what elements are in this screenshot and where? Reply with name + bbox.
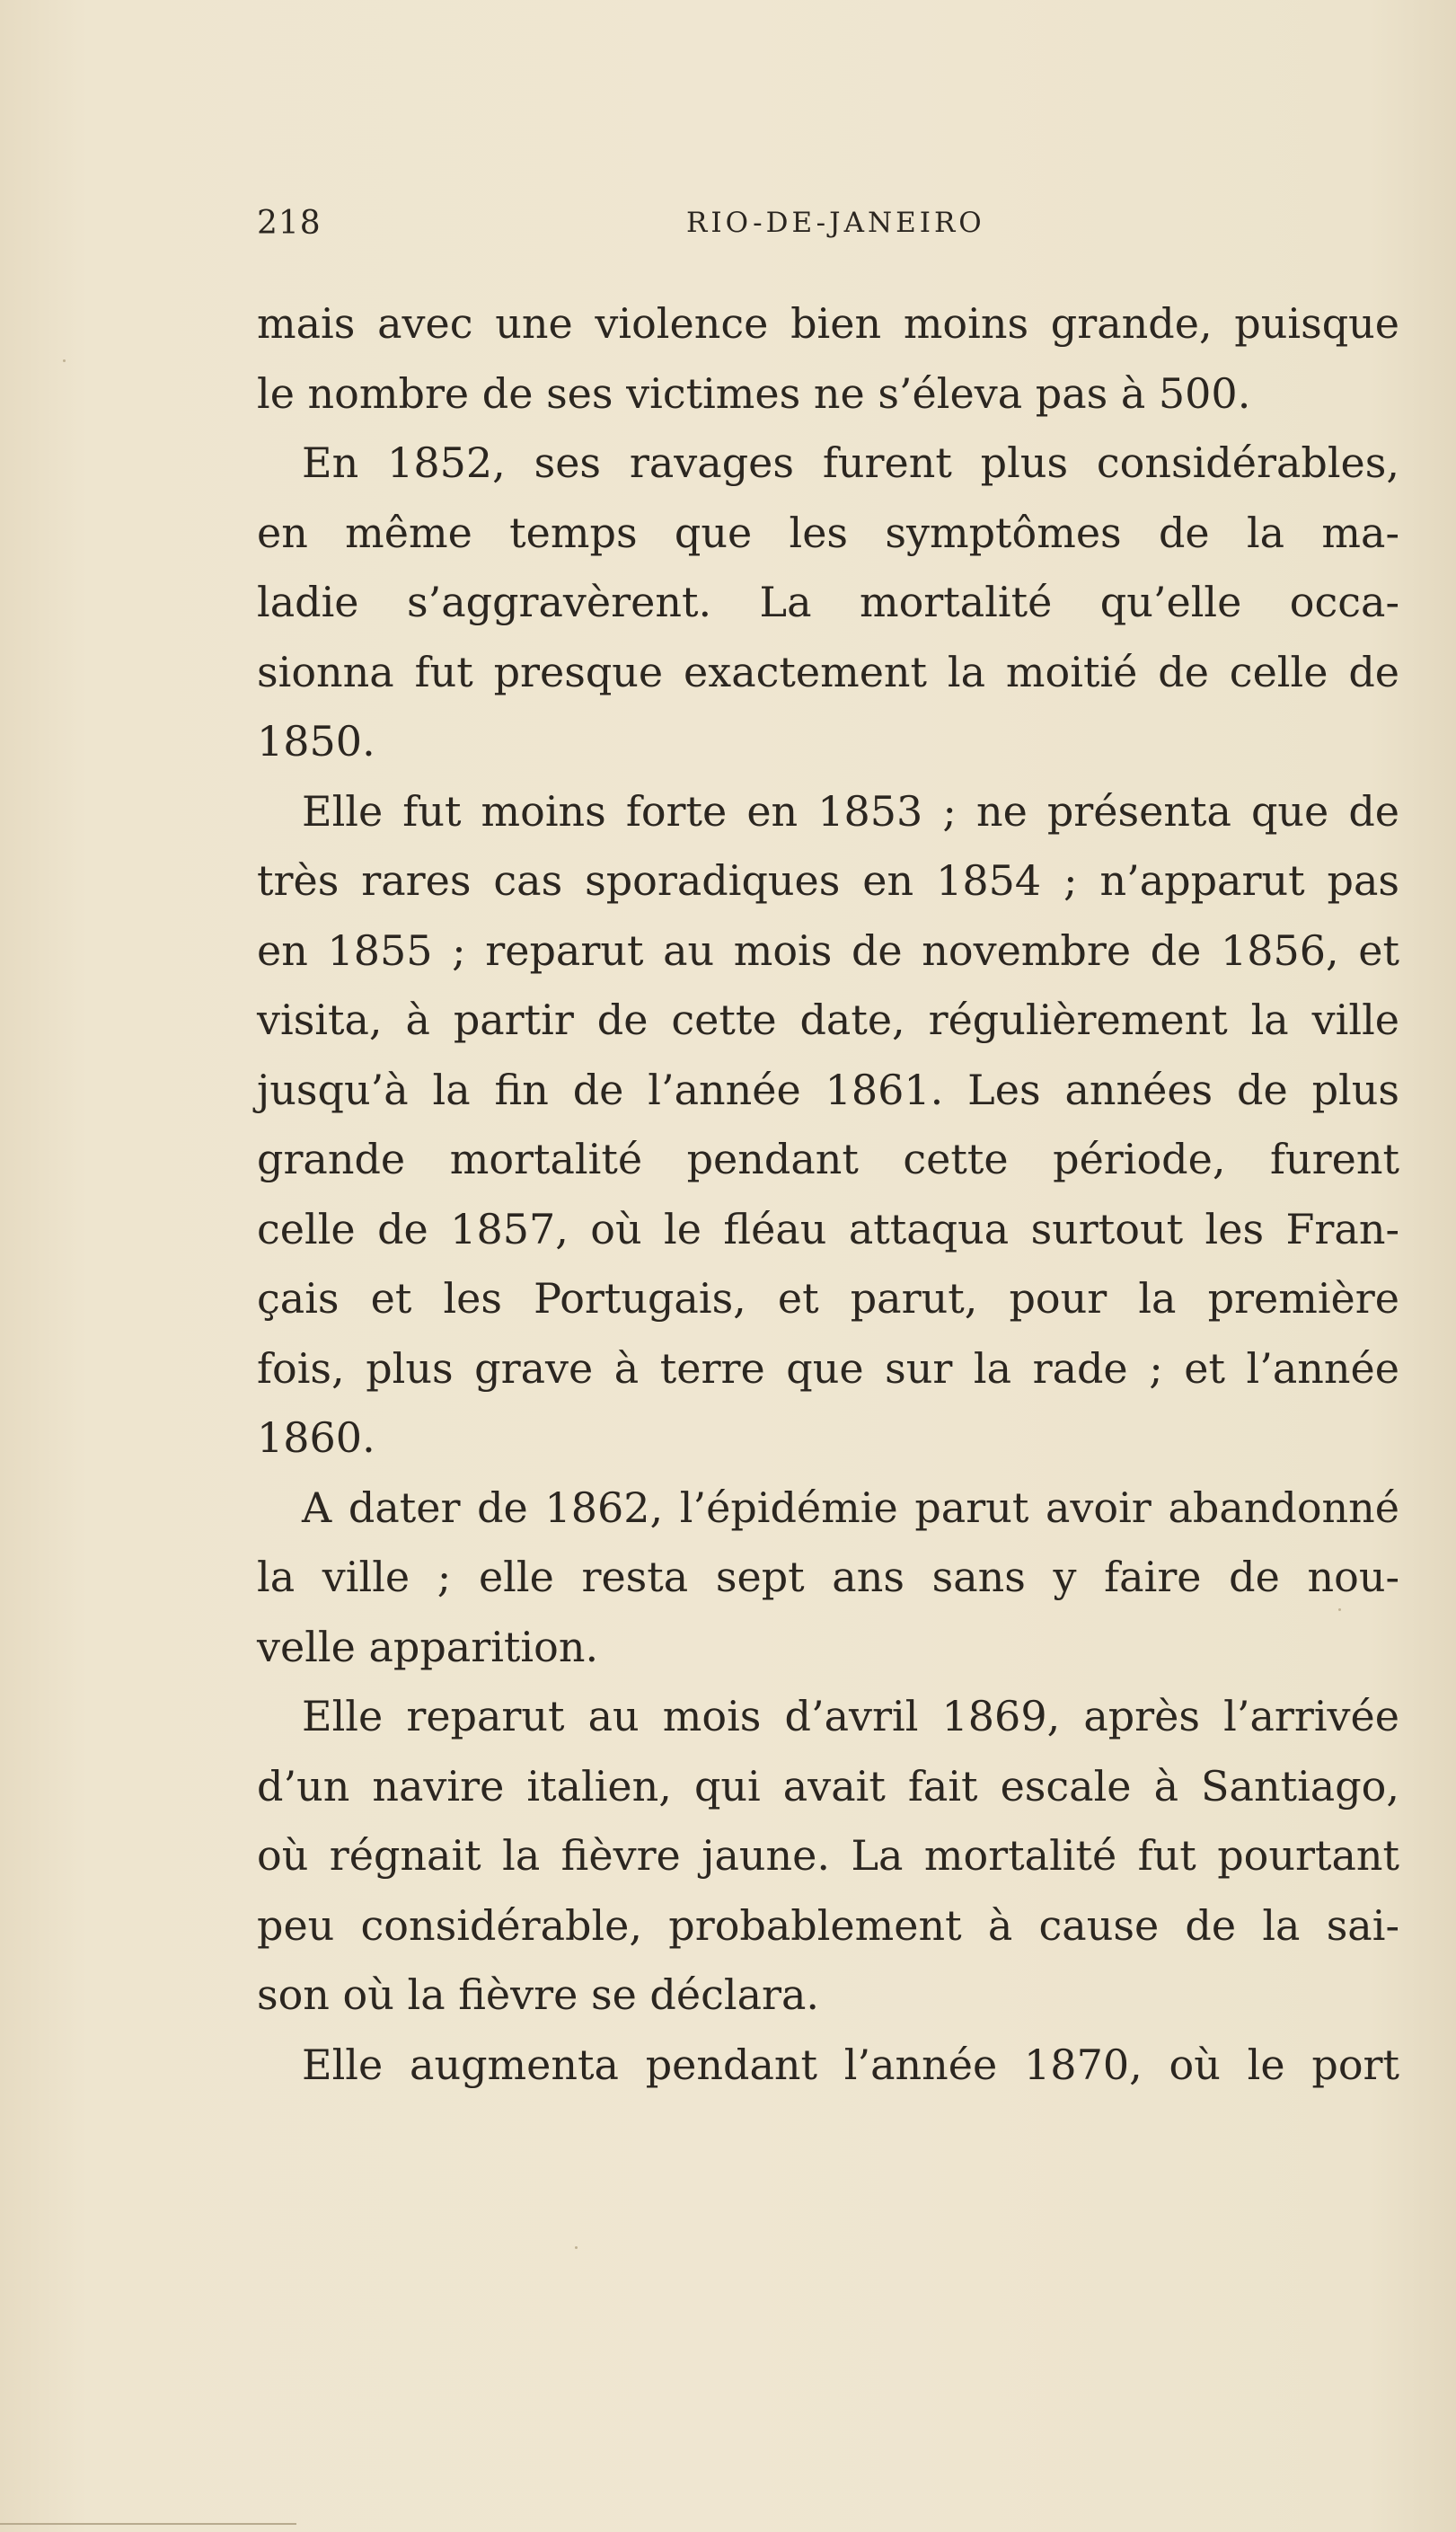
- text-line: jusqu’à la fin de l’année 1861. Les années de plus: [257, 1065, 1399, 1114]
- text-line: mais avec une violence bien moins grande, puisque: [257, 299, 1399, 348]
- text-line: le nombre de ses victimes ne s’éleva pas à 500.: [257, 368, 1251, 418]
- text-line: velle apparition.: [257, 1622, 599, 1671]
- text-line: En 1852, ses ravages furent plus considérables,: [302, 438, 1399, 487]
- text-line: Elle reparut au mois d’avril 1869, après l’arrivée: [302, 1692, 1399, 1740]
- text-line: en même temps que les symptômes de la ma-: [257, 508, 1399, 557]
- page-edge-line: [0, 2523, 296, 2525]
- page-header: [257, 205, 1398, 255]
- text-line: en 1855 ; reparut au mois de novembre de 1856, et: [257, 925, 1399, 975]
- text-line: très rares cas sporadiques en 1854 ; n’apparut pas: [257, 856, 1399, 905]
- text-line: son où la fièvre se déclara.: [257, 1970, 820, 2019]
- text-line: ladie s’aggravèrent. La mortalité qu’elle occa-: [257, 578, 1399, 626]
- text-line: grande mortalité pendant cette période, furent: [257, 1135, 1399, 1183]
- text-line: la ville ; elle resta sept ans sans y faire de nou-: [257, 1553, 1399, 1601]
- text-line: celle de 1857, où le fléau attaqua surtout les Fran-: [257, 1204, 1399, 1253]
- text-line: 1860.: [257, 1413, 375, 1462]
- text-line: Elle fut moins forte en 1853 ; ne présenta que de: [302, 786, 1399, 836]
- text-line: visita, à partir de cette date, régulièrement la ville: [257, 996, 1399, 1044]
- text-line: Elle augmenta pendant l’année 1870, où le port: [302, 2040, 1399, 2089]
- page-number: 218: [257, 205, 322, 242]
- running-title: RIO-DE-JANEIRO: [686, 207, 985, 239]
- body-text: [257, 289, 1399, 2100]
- text-line: 1850.: [257, 717, 375, 766]
- paper-speck: [63, 359, 66, 362]
- text-line: A dater de 1862, l’épidémie parut avoir abandonné: [302, 1483, 1399, 1532]
- paper-speck: [575, 2246, 578, 2249]
- text-line: peu considérable, probablement à cause de la sai-: [257, 1900, 1399, 1950]
- text-line: fois, plus grave à terre que sur la rade ; et l’année: [257, 1343, 1399, 1393]
- text-line: où régnait la fièvre jaune. La mortalité fut pourtant: [257, 1831, 1399, 1880]
- text-line: d’un navire italien, qui avait fait escale à Santiago,: [257, 1761, 1399, 1810]
- paper-speck: [1338, 1608, 1341, 1611]
- text-line: sionna fut presque exactement la moitié de celle de: [257, 647, 1399, 696]
- text-line: çais et les Portugais, et parut, pour la première: [257, 1274, 1399, 1323]
